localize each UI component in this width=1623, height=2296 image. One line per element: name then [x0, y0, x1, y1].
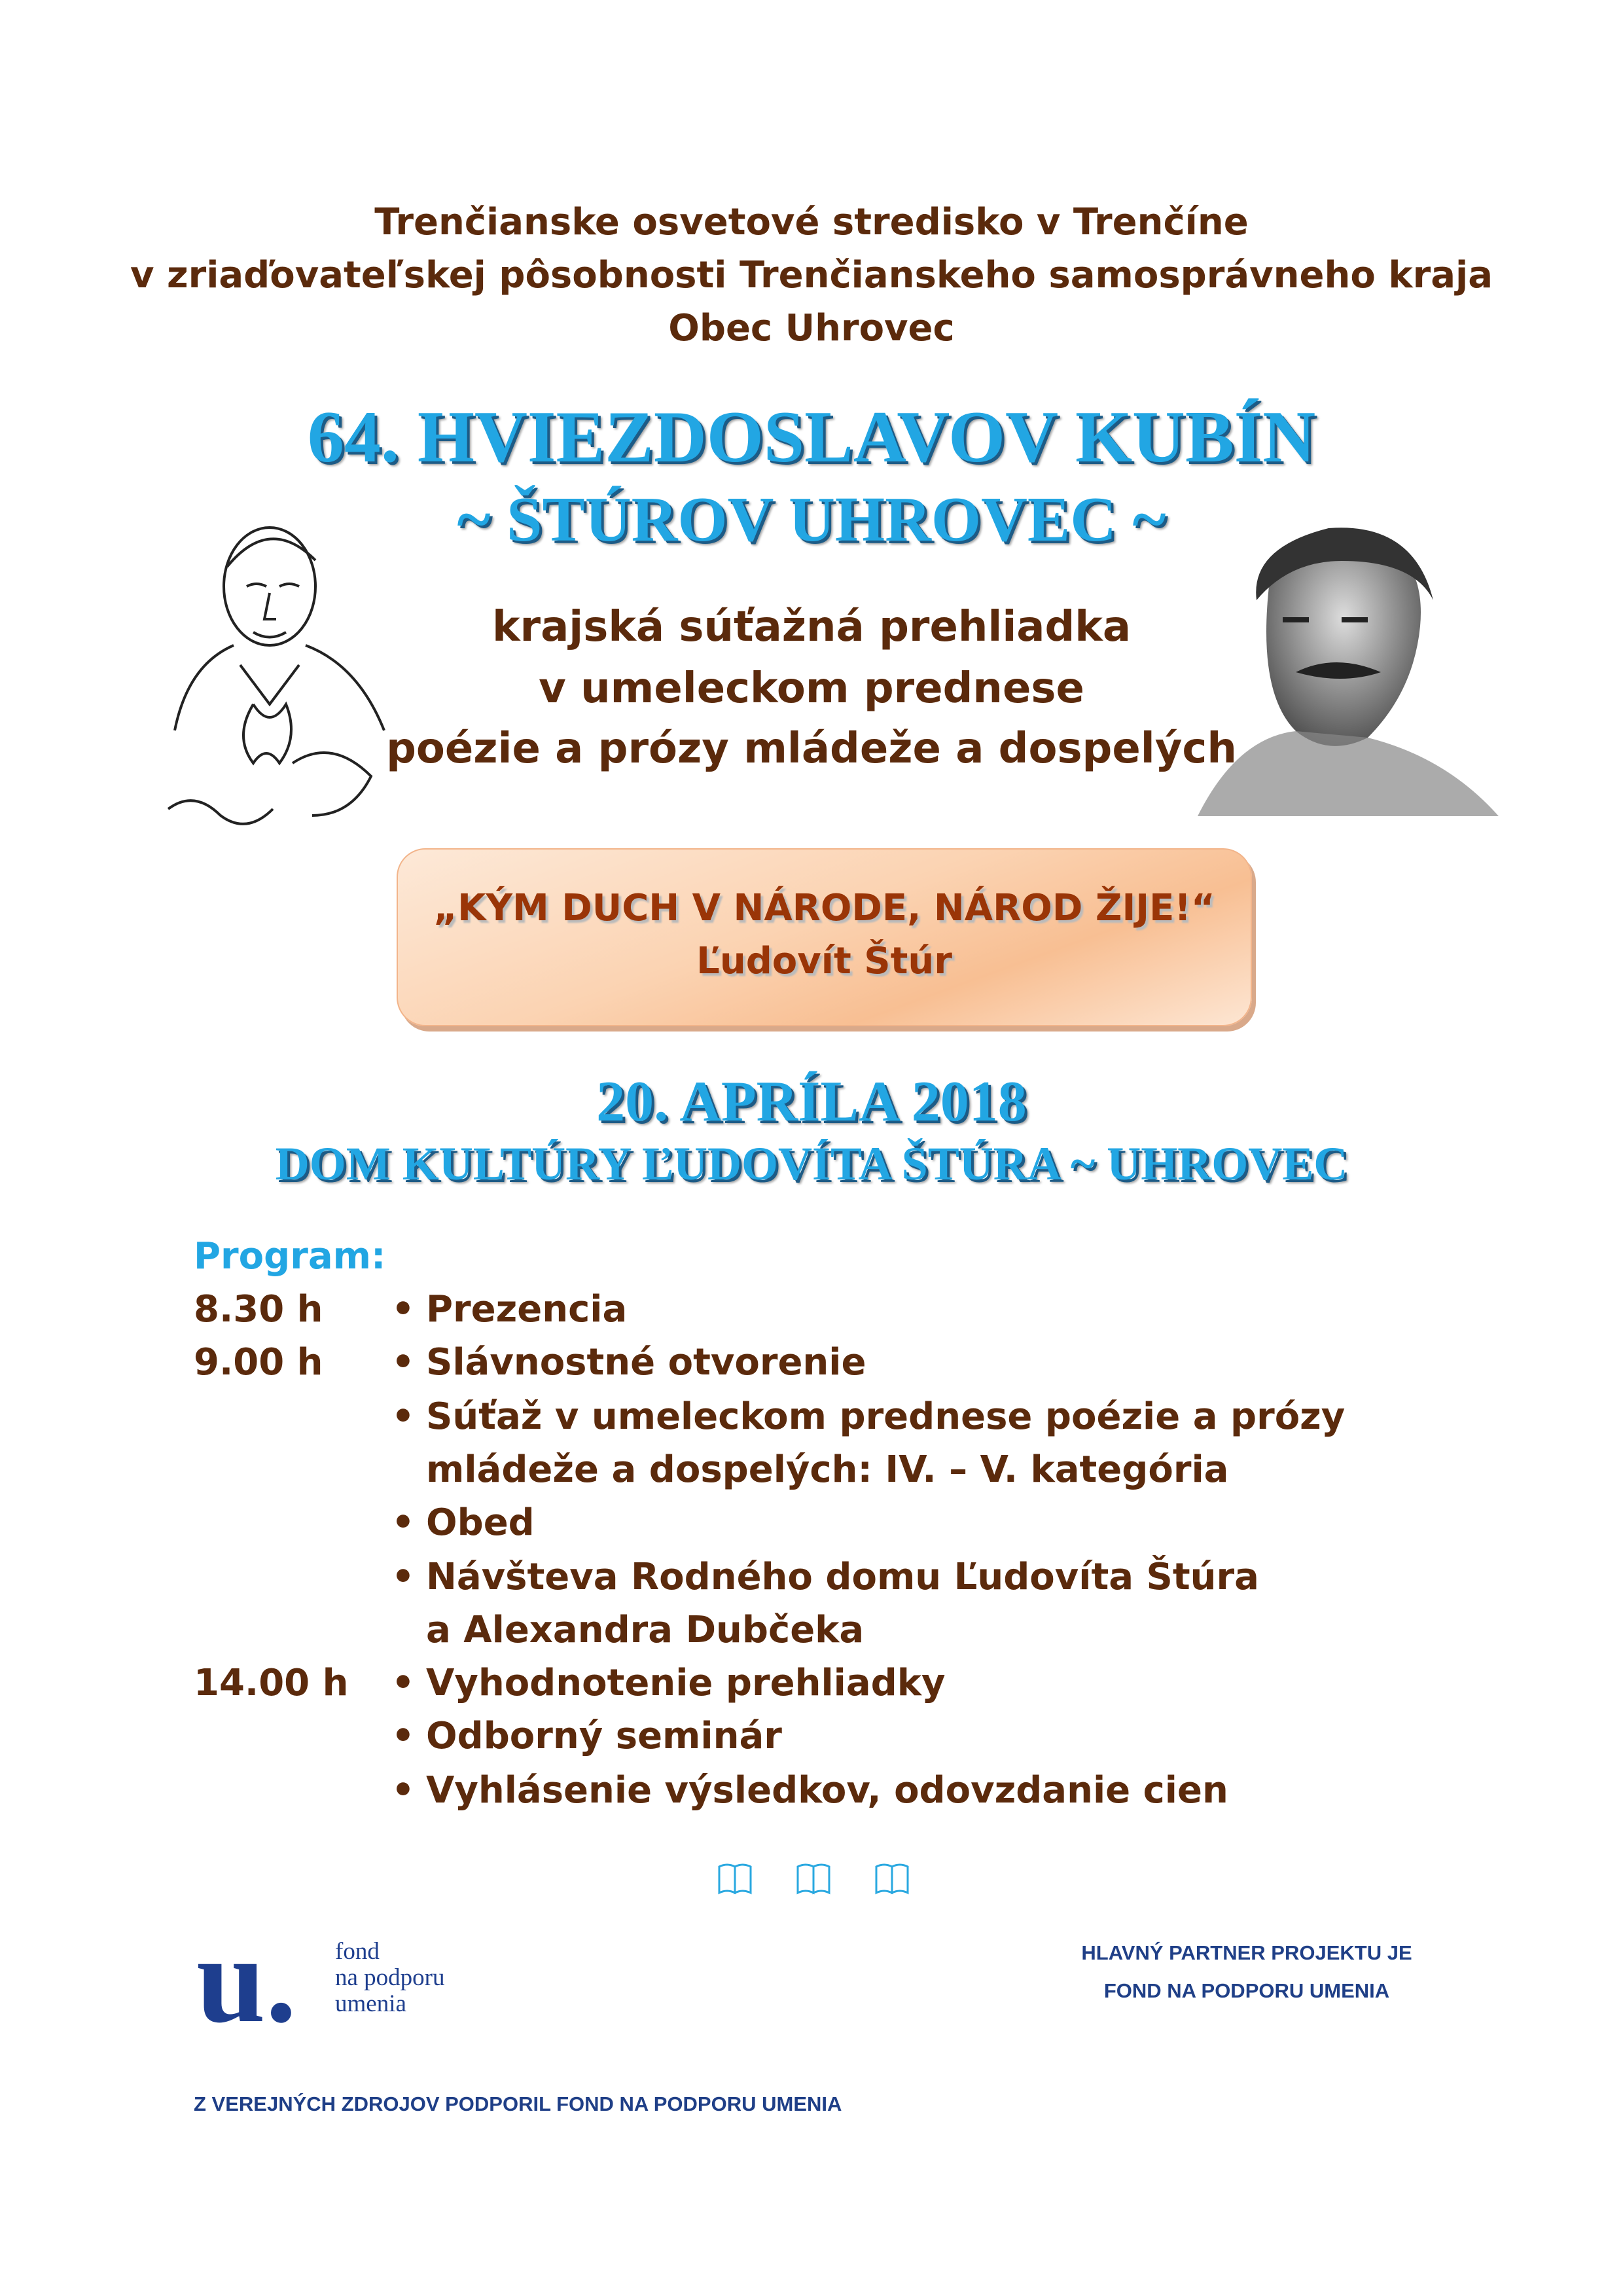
partner-line-2: FOND NA PODPORU UMENIA: [1103, 1979, 1390, 2002]
event-date: 20. APRÍLA 2018: [596, 1070, 1027, 1134]
program-time: 9.00 h: [194, 1341, 323, 1384]
partner-line-1: HLAVNÝ PARTNER PROJEKTU JE: [1081, 1941, 1412, 1964]
bullet-icon: •: [391, 1556, 415, 1598]
event-venue: DOM KULTÚRY ĽUDOVÍTA ŠTÚRA ~ UHROVEC: [275, 1138, 1348, 1190]
bullet-icon: •: [391, 1395, 415, 1438]
book-icon: [717, 1860, 913, 1899]
bullet-icon: •: [391, 1501, 415, 1544]
description-line-3: poézie a prózy mládeže a dospelých: [386, 725, 1237, 773]
description-line-1: krajská súťažná prehliadka: [491, 603, 1132, 651]
program-item: Slávnostné otvorenie: [426, 1341, 866, 1384]
program-item: Vyhlásenie výsledkov, odovzdanie cien: [426, 1769, 1228, 1812]
bullet-icon: •: [391, 1662, 415, 1704]
description-line-2: v umeleckom prednese: [539, 664, 1084, 713]
program-time: 14.00 h: [194, 1662, 349, 1704]
co-organizer: Obec Uhrovec: [668, 307, 955, 350]
quote-text: „KÝM DUCH V NÁRODE, NÁROD ŽIJE!“: [433, 887, 1215, 929]
program-item: Návšteva Rodného domu Ľudovíta Štúra: [426, 1556, 1259, 1598]
program-item: a Alexandra Dubčeka: [426, 1609, 865, 1651]
event-title: 64. HVIEZDOSLAVOV KUBÍN: [307, 397, 1316, 478]
quote-box: [397, 848, 1252, 1026]
program-item: mládeže a dospelých: IV. – V. kategória: [426, 1448, 1229, 1491]
fund-logo-text: [335, 1939, 445, 2017]
support-notice: Z VEREJNÝCH ZDROJOV PODPORIL FOND NA PODPORU UMENIA: [194, 2092, 842, 2115]
program-item: Súťaž v umeleckom prednese poézie a prózy: [426, 1395, 1346, 1438]
bullet-icon: •: [391, 1341, 415, 1384]
fund-logo-letter: u.: [196, 1911, 297, 2049]
fund-logo-line: fond: [335, 1938, 380, 1965]
event-subtitle: ~ ŠTÚROV UHROVEC ~: [457, 484, 1166, 555]
program-item: Obed: [426, 1501, 535, 1544]
program-heading: Program:: [194, 1235, 386, 1278]
quote-author: Ľudovít Štúr: [696, 940, 952, 982]
organizer-subline: v zriaďovateľskej pôsobnosti Trenčianskeho samosprávneho kraja: [130, 254, 1493, 296]
program-item: Odborný seminár: [426, 1715, 782, 1757]
bullet-icon: •: [391, 1769, 415, 1812]
fund-logo-line: umenia: [335, 1990, 406, 2017]
bullet-icon: •: [391, 1288, 415, 1331]
program-item: Prezencia: [426, 1288, 628, 1331]
program-time: 8.30 h: [194, 1288, 323, 1331]
program-item: Vyhodnotenie prehliadky: [426, 1662, 946, 1704]
bullet-icon: •: [391, 1715, 415, 1757]
fund-logo-line: na podporu: [335, 1964, 445, 1991]
organizer-line: Trenčianske osvetové stredisko v Trenčíne: [374, 201, 1249, 243]
